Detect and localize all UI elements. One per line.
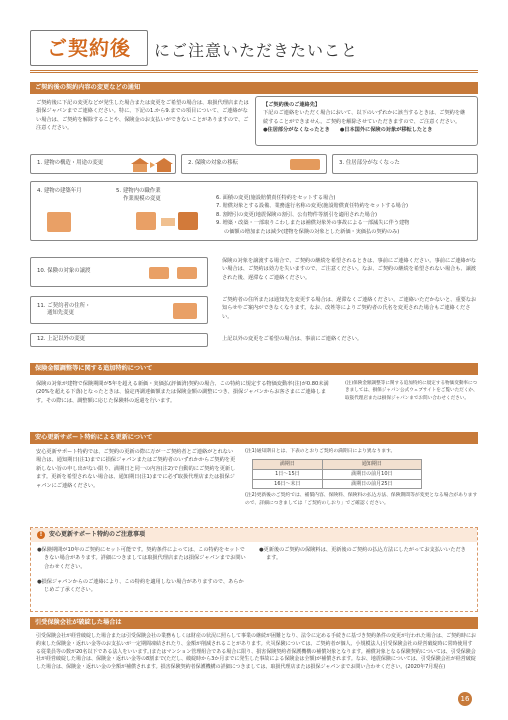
item-2-label: 2. 保険の対象の移転 — [188, 160, 238, 167]
page-title-main: ご契約後 — [47, 35, 131, 60]
item-12-box — [30, 333, 208, 347]
item-10-desc: 保険の対象を譲渡する場合で、ご契約の継続を希望されるときは、事前にご連絡ください。事前にご連絡がない場合は、ご契約は効力を失いますので、ご注意ください。なお、ご契約の継続を希望されない場合も、譲渡された後、遅滞なくご連絡ください。 — [222, 258, 477, 281]
item-1-label: 1. 建物の構造・用途の変更 — [37, 160, 104, 167]
note-body: 下記のご連絡をいただく場合において、以下のいずれかに該当するときは、ご契約を継続することができません。ご契約を解除させていただきますので、ご注意ください。 — [263, 110, 466, 125]
items-6-9-list — [216, 194, 476, 236]
section-bar-amount-adjustment: 保険金額調整等に関する追加特約について — [30, 363, 478, 375]
list-item-9-cont: の価額の増加または減少(建物を保険の対象とした新価・実価払の契約のみ) — [224, 228, 400, 235]
section3-note2: (注2)更新後のご契約では、補償内容、保険料、保険料の払込方法、保険期間等が変更となる場合がありますので、詳細につきましては「ご契約のしおり」でご確認ください。 — [245, 493, 478, 506]
notice-date-table — [252, 459, 422, 489]
list-item-7: 7. 賠償対象とする設備、業務遂行名称の変更(施設賠償責任特約をセットする場合) — [216, 203, 409, 210]
mail-icon — [173, 303, 197, 319]
table-cell: 16日～末日 — [253, 479, 323, 489]
item-11-box — [30, 296, 208, 324]
table-row — [253, 469, 422, 479]
items-4-9-box — [30, 181, 478, 241]
item-12-desc: 上記以外の変更をご希望の場合は、事前にご連絡ください。 — [222, 336, 363, 342]
item-4-label: 4. 建物の建築年月 — [37, 188, 82, 194]
section3-body: 安心更新サポート特約では、ご契約の更新の際に万が一ご契約者とご連絡がとれない場合は、通知期日(注1)までに損保ジャパンまたはご契約者のいずれかからご契約を更新しない旨の申し出がない限り、満期日と同一の内容(注2)で自動的にご契約を更新します。更新を希望されない場合は、通知期日(注1)までに必ず取扱代理店または損保ジャパンにご連絡ください。 — [36, 449, 236, 489]
section4-body: 引受保険会社が経営破綻した場合または引受保険会社の業務もしくは財産の状況に照らして事業の継続が困難となり、法令に定める手続きに基づき契約条件の変更が行われた場合は、ご契約時にお約束した保険金・返れい金等のお支払いが一定期間凍結されたり、金額が削減されることがあります。火災保険については、ご契約者が個人、小規模法人(引受保険会社の経営破綻時に常時使用する従業員等の数が20名以下である法人をいいます。)またはマンション管理組合である場合に限り、損害保険契約者保護機構の補償対象となります。補償対象となる保険契約については、引受保険会社が経営破綻した場合は、保険金・返れい金等の8割まで(ただし、破綻時から3か月までに発生した事故による保険金は全額)が補償されます。なお、地震保険については、引受保険会社が経営破綻した場合は、保険金・返れい金の全額が補償されます。損害保険契約者保護機構の詳細につきましては、取扱代理店または損保ジャパンまでお問い合わせください。(2020年7月現在) — [36, 633, 477, 670]
table-cell: 満期日の前月10日 — [322, 469, 421, 479]
list-item-6: 6. 面積の変更(施設賠償責任特約をセットする場合) — [216, 195, 336, 201]
factory-icon — [136, 212, 156, 230]
section2-note: (注)保険金額調整等に関する追加特約に規定する物価変動率につきましては、損保ジャパン公式ウェブサイトをご覧いただくか、取扱代理店または損保ジャパンまでお問い合わせください。 — [345, 381, 478, 401]
house-icon — [177, 267, 197, 279]
section2-body: 保険の対象が建物で保険期間が5年を超える新価・実価払(評価済)契約の場合、この特約に規定する物価変動率(注)が0.80未満(20%を超える下落)となったときは、協定再調達価額または保険金額の調整につき、損保ジャパンからお客さまにご連絡します。その際には、調整額に応じた保険料の返還を行います。 — [36, 381, 329, 404]
caution-item-1: ●保険期間が10年のご契約にセット可能です。契約条件によっては、この特約をセットできない場合があります。詳細につきましては取扱代理店または損保ジャパンまでお問い合わせください。 — [37, 547, 246, 570]
item-12-row — [30, 333, 478, 347]
item-11-desc: ご契約者の住所または通知先を変更する場合は、遅滞なくご連絡ください。ご連絡いただかないと、重要なお知らせやご案内ができなくなります。なお、改姓等によりご契約者の氏名を変更された場合もご連絡ください。 — [222, 297, 477, 320]
table-cell: 1日～15日 — [253, 469, 323, 479]
house-icon — [155, 158, 173, 172]
house-icon — [131, 158, 149, 172]
item-1-structure-change — [30, 154, 176, 174]
item-10-label: 10. 保険の対象の譲渡 — [37, 268, 91, 275]
caution-item-2: ●損保ジャパンからのご連絡により、この特約を適用しない場合がありますので、あらかじめご了承ください。 — [37, 579, 244, 594]
title-box — [30, 30, 148, 66]
truck-icon — [290, 159, 320, 170]
page-number: 16 — [458, 692, 472, 706]
table-cell: 満期日の前月25日 — [322, 479, 421, 489]
table-header: 満期日 — [253, 460, 323, 470]
section-bar-insurer-bankruptcy: 引受保険会社が破綻した場合は — [30, 617, 478, 629]
title-divider-thin — [30, 72, 478, 73]
note-bullet-2: ●日本国外に保険の対象が移転したとき — [339, 127, 433, 134]
item-11-label-2: 通知先変更 — [47, 310, 74, 316]
item-3-label: 3. 住居部分がなくなった — [339, 160, 400, 167]
contact-note-box — [255, 96, 478, 146]
caution-item-3: ●更新後のご契約の保険料は、更新後のご契約の払込方法にしたがってお支払いいただきます。 — [259, 547, 466, 562]
item-5-label-2: 作業規模の変更 — [123, 196, 161, 202]
section3-note1: (注1)通知期日とは、下表のとおりご契約の満期日により異なります。 — [245, 449, 396, 454]
section1-intro: ご契約後に下記の変更などが発生した場合または変更をご希望の場合は、取扱代理店または損保ジャパンまでご連絡ください。特に、下記の1.から9.までの項目について、ご連絡がない場合は、ご契約を解除することや、保険金のお支払いができないことがありますので、ご注意ください。 — [36, 100, 249, 132]
item-10-row — [30, 257, 478, 287]
item-11-label: 11. ご契約者の住所・ — [37, 302, 91, 309]
item-11-row — [30, 296, 478, 324]
list-item-9: 9. 増築・改築・一部取りこわしまたは補償対象外の事故による一部滅失に伴う建物 — [216, 220, 410, 227]
item-2-relocation — [181, 154, 327, 174]
note-title: 【ご契約後のご連絡先】 — [263, 102, 321, 108]
table-row — [253, 479, 422, 489]
table-header: 通知期日 — [322, 460, 421, 470]
section-bar-contract-changes: ご契約後の契約内容の変更などの通知 — [30, 82, 478, 94]
house-icon — [149, 267, 169, 279]
arrow-right-icon — [161, 218, 175, 226]
note-bullet-1: ●住居部分がなくなったとき — [263, 127, 330, 134]
section-bar-renewal-support: 安心更新サポート特約による更新について — [30, 432, 478, 444]
caution-box — [30, 527, 478, 612]
building-icon — [47, 212, 71, 232]
item-10-box — [30, 257, 208, 287]
item-12-label: 12. 上記以外の変更 — [37, 336, 86, 343]
title-divider — [30, 70, 478, 71]
item-3-no-residence — [332, 154, 478, 174]
page-title-rest: にご注意いただきたいこと — [154, 41, 359, 60]
factory-icon — [178, 212, 198, 230]
caution-title: 安心更新サポート特約のご注意事項 — [49, 530, 146, 538]
table-header-row — [253, 460, 422, 470]
caution-header — [31, 528, 477, 542]
warning-icon: ! — [37, 531, 45, 539]
item-5-label: 5. 建物内の職作業 — [116, 188, 161, 194]
list-item-8: 8. 割増引の変更(地震保険の割引、公有物件等割引を適用された場合) — [216, 211, 378, 218]
